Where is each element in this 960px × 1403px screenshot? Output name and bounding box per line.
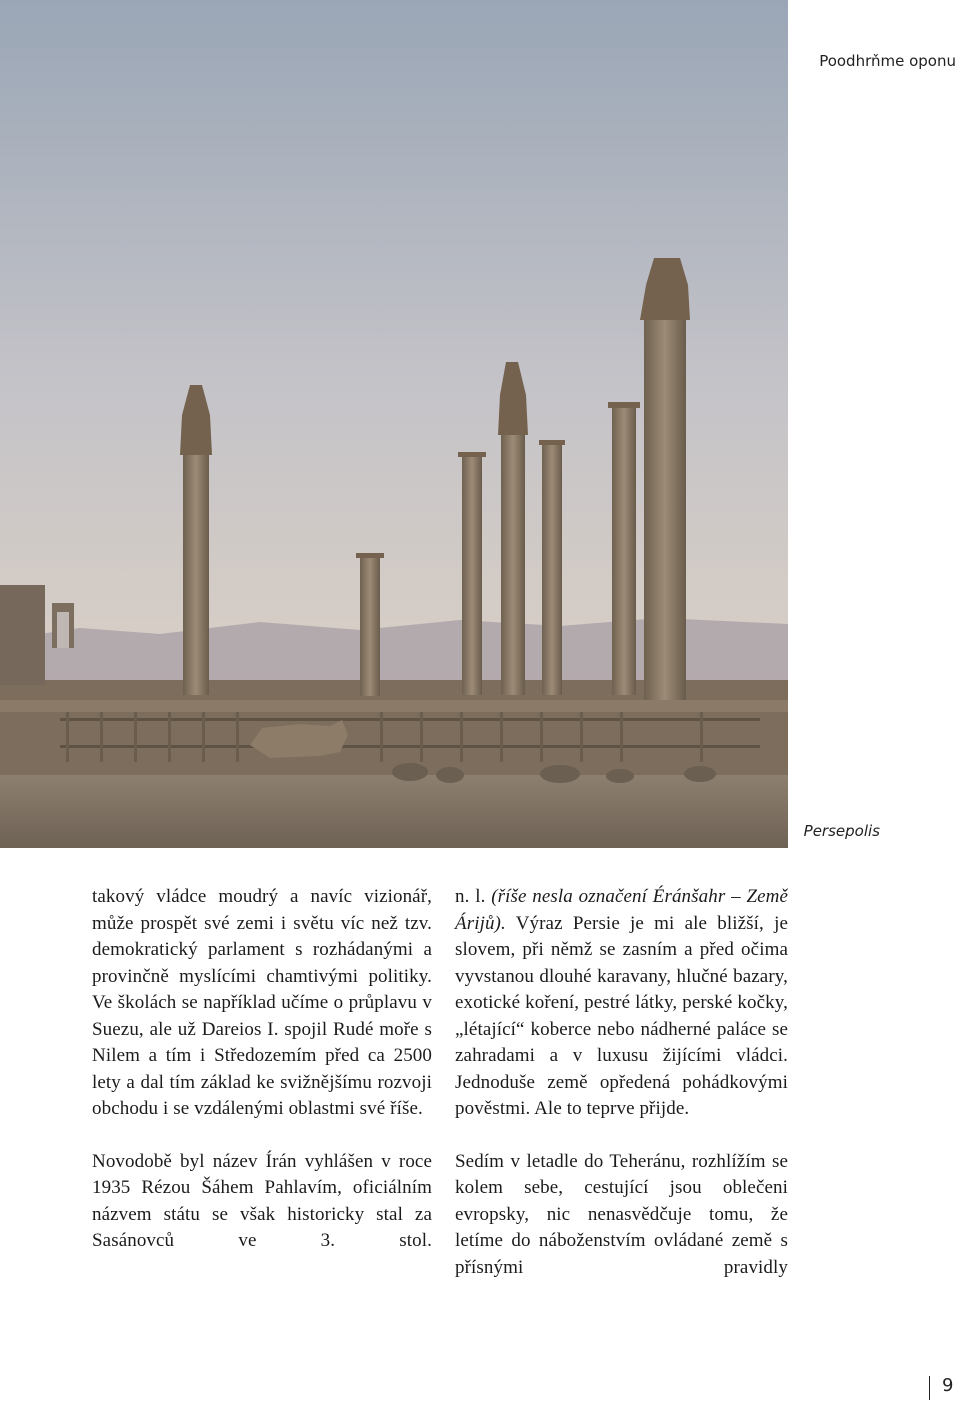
photo-caption: Persepolis [803, 822, 880, 840]
paragraph: Novodobě byl název Írán vyhlášen v roce 1935 Rézou Šáhem Pahlavím, oficiálním názvem státu se však historicky stal za Sasánovců ve 3. stol. [92, 1150, 432, 1251]
paragraph-start: n. l. [455, 886, 492, 907]
text-column-left [92, 884, 432, 1255]
page-number-rule [929, 1376, 930, 1400]
running-title: Poodhrňme oponu [819, 52, 956, 70]
paragraph [455, 884, 788, 1123]
persepolis-photo [0, 0, 788, 848]
paragraph-rest: Výraz Persie je mi ale bližší, je slovem, při němž se zasním a před očima vyvstanou dlouhé karavany, hlučné bazary, exotické koření, pestré látky, perské kočky, „létající“ koberce nebo nádherné paláce se zahradami a v luxusu žijícími vládci. Jednoduše země opředená pohádkovými pověstmi. Ale to teprve přijde. [455, 912, 788, 1119]
text-column-right [455, 884, 788, 1281]
paragraph: takový vládce moudrý a navíc vizionář, může prospět své zemi i světu víc než tzv. demokratický parlament s rozhádanými a provinčně myslícími chamtivými politiky. Ve školách se například učíme o průplavu v Suezu, ale už Dareios I. spojil Rudé moře s Nilem a tím i Středozemím před ca 2500 lety a dal tím základ ke svižnějšímu rozvoji obchodu i se vzdálenými oblastmi své říše. [92, 886, 432, 1119]
page-number: 9 [942, 1375, 954, 1396]
italic-note: (říše nesla označení Éránšahr – Země Árijů). [455, 886, 788, 934]
paragraph: Sedím v letadle do Teheránu, rozhlížím se kolem sebe, cestující jsou oblečeni evropsky, nic nenasvědčuje tomu, že letíme do náboženstvím ovládané země s přísnými pravidly [455, 1150, 788, 1278]
